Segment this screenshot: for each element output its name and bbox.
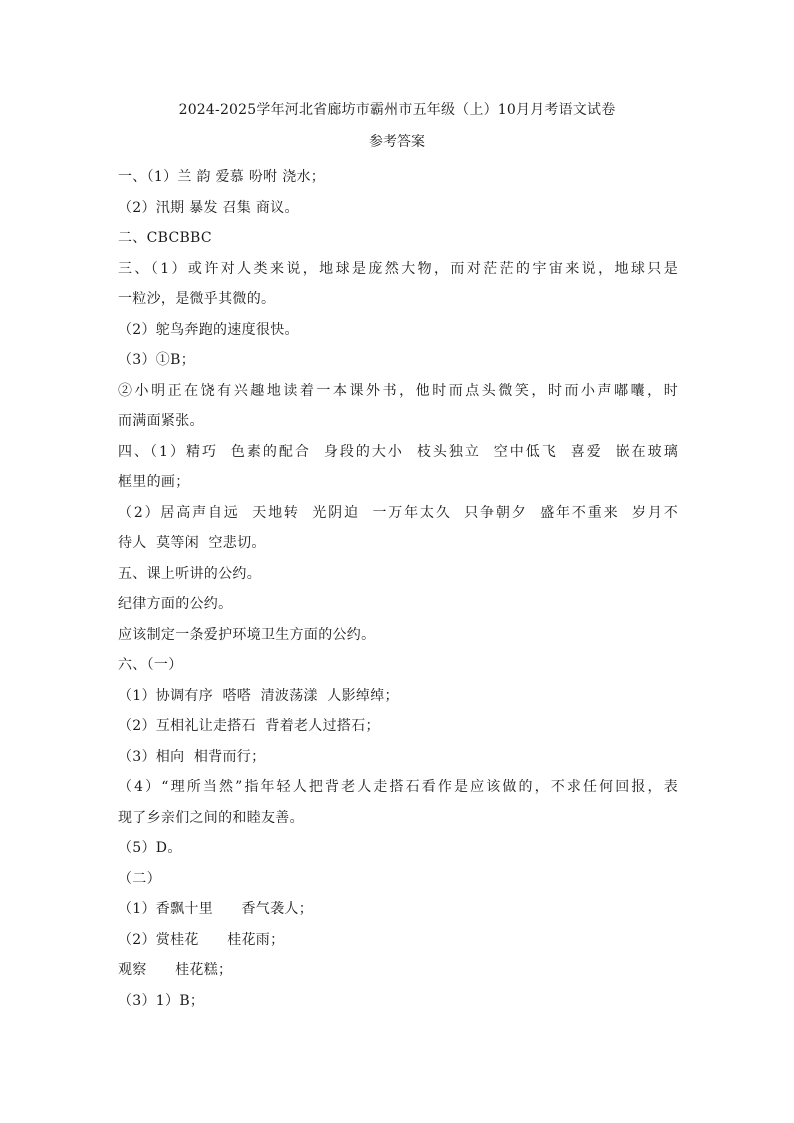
answer-line-13: 待人 莫等闲 空悲切。	[118, 535, 266, 551]
answer-line-9: 而满面紧张。	[118, 413, 204, 429]
document-subtitle: 参考答案	[369, 134, 425, 150]
answer-line-26: （2）赏桂花 桂花雨；	[118, 931, 285, 948]
answer-line-6: （2）鸵鸟奔跑的速度很快。	[118, 321, 299, 338]
answer-line-27: 观察 桂花糕；	[118, 962, 233, 978]
answer-line-11: 框里的画；	[118, 474, 190, 490]
answer-line-10: 四、（1）精巧 色素的配合 身段的大小 枝头独立 空中低飞 喜爱 嵌在玻璃	[118, 443, 678, 460]
answer-line-14: 五、课上听讲的公约。	[118, 565, 261, 582]
answer-line-8: ②小明正在饶有兴趣地读着一本课外书，他时而点头微笑，时而小声嘟囔，时	[118, 382, 678, 399]
answer-line-16: 应该制定一条爱护环境卫生方面的公约。	[118, 626, 376, 643]
answer-line-28: （3）1）B；	[118, 992, 205, 1009]
answer-line-22: 现了乡亲们之间的和睦友善。	[118, 809, 304, 826]
answer-line-19: （2）互相礼让走搭石 背着老人过搭石；	[118, 718, 380, 734]
answer-line-25: （1）香飘十里 香气袭人；	[118, 901, 314, 917]
answer-line-12: （2）居高声自远 天地转 光阴迫 一万年太久 只争朝夕 盛年不重来 岁月不	[118, 504, 678, 521]
answer-line-4: 三、（1）或许对人类来说，地球是庞然大物，而对茫茫的宇宙来说，地球只是	[118, 260, 678, 277]
answer-line-17: 六、（一）	[118, 657, 183, 673]
answer-line-3: 二、CBCBBC	[118, 230, 212, 246]
answer-line-21: （4）“理所当然”指年轻人把背老人走搭石看作是应该做的，不求任何回报，表	[118, 779, 678, 795]
answer-line-7: （3）①B；	[118, 352, 195, 368]
answer-line-23: （5）D。	[118, 840, 182, 856]
answer-line-5: 一粒沙，是微乎其微的。	[118, 291, 276, 307]
answer-line-1: 一、（1）兰 韵 爱慕 吩咐 浇水；	[118, 169, 326, 185]
answer-line-24: （二）	[118, 870, 161, 887]
answer-body	[118, 162, 678, 1016]
answer-line-20: （3）相向 相背而行；	[118, 748, 266, 765]
answer-line-18: （1）协调有序 嗒嗒 清波荡漾 人影绰绰；	[118, 687, 399, 704]
document-title: 2024-2025学年河北省廊坊市霸州市五年级（上）10月月考语文试卷	[178, 102, 616, 118]
answer-line-2: （2）汛期 暴发 召集 商议。	[118, 199, 299, 216]
answer-line-15: 纪律方面的公约。	[118, 596, 233, 612]
